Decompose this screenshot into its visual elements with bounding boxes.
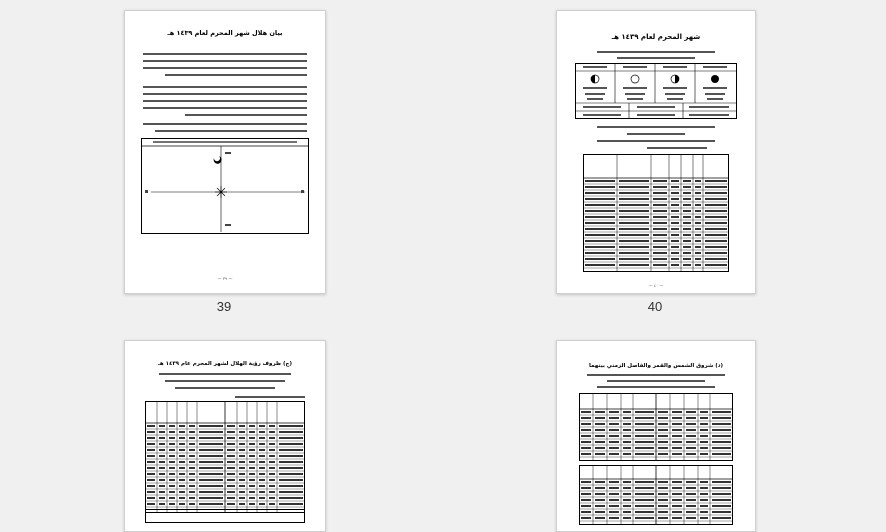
page-thumbnail-40[interactable] (556, 10, 756, 294)
arab-cities-table-2 (145, 509, 305, 523)
arab-cities-table (145, 401, 305, 513)
page-41-title: (ج) ظروف رؤية الهلال لشهر المحرم عام ١٤٣٩ هـ (158, 361, 292, 367)
page-40-title: شهر المحرم لعام ١٤٣٩ هـ (611, 33, 701, 41)
sunset-moon-diagram (141, 138, 309, 234)
page-42-title: (د) شروق الشمس والقمر والفاصل الزمني بينهما (588, 363, 724, 369)
page-number-40: 40 (647, 299, 663, 314)
sunrise-moonrise-table (579, 393, 733, 461)
sunrise-moonrise-table-2 (579, 465, 733, 525)
page-number-39: 39 (216, 299, 232, 314)
page-thumbnail-42[interactable] (556, 340, 756, 532)
page-40-footer: — ٤٠ — (648, 283, 664, 288)
page-39-footer: — ٣٩ — (217, 276, 233, 281)
moon-phases-table (575, 63, 737, 119)
page-39-title: بيان هلال شهر المحرم لعام ١٤٣٩ هـ (167, 29, 283, 37)
page-thumbnail-41[interactable] (124, 340, 326, 532)
page-thumbnail-39[interactable] (124, 10, 326, 294)
crescent-visibility-table (583, 154, 729, 272)
